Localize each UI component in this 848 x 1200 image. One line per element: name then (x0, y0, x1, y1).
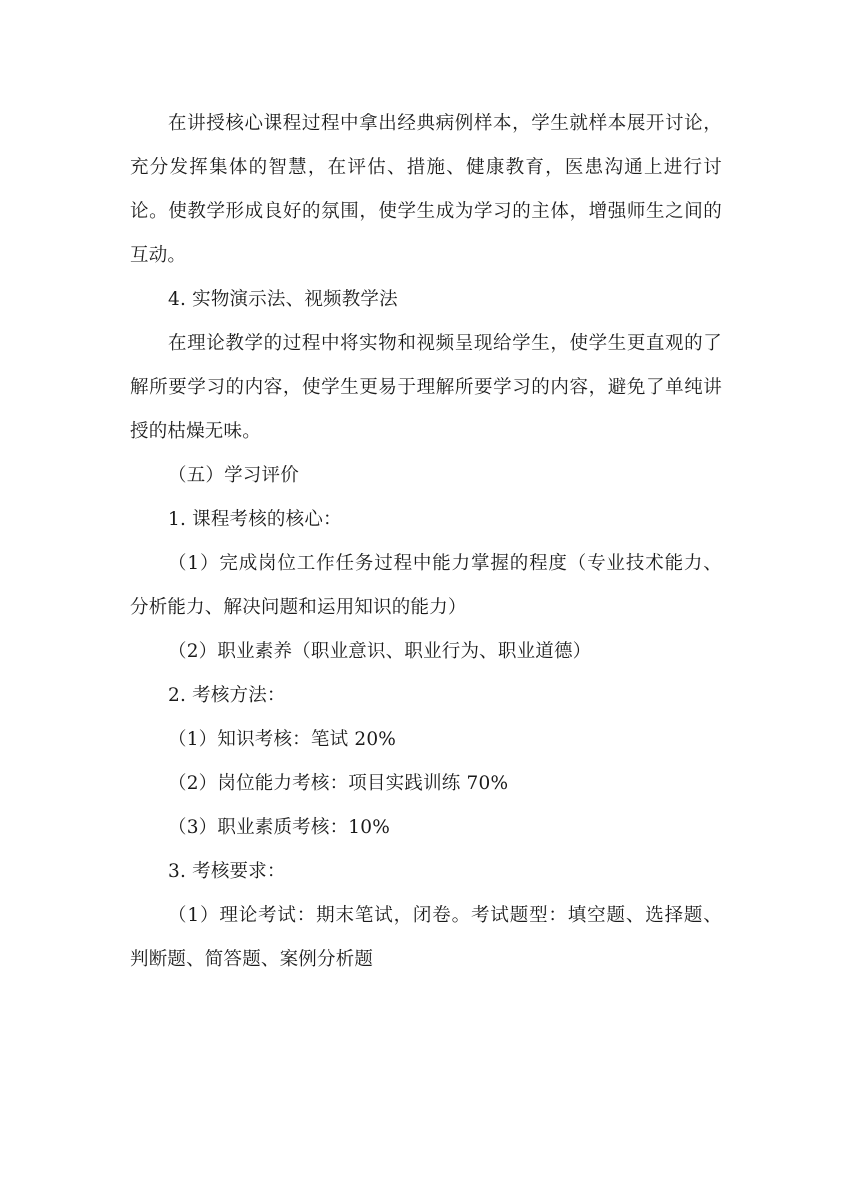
paragraph-case-study: 在讲授核心课程过程中拿出经典病例样本，学生就样本展开讨论，充分发挥集体的智慧，在评估、措施、健康教育，医患沟通上进行讨论。使教学形成良好的氛围，使学生成为学习的主体，增强师生之间的互动。 (130, 113, 722, 266)
item-core-2: （2）职业素养（职业意识、职业行为、职业道德） (168, 641, 592, 662)
item-method-1: （1）知识考核：笔试 20% (168, 729, 397, 750)
heading-demo-method: 4. 实物演示法、视频教学法 (168, 289, 398, 310)
heading-learning-evaluation: （五）学习评价 (168, 465, 299, 486)
item-core-title: 1. 课程考核的核心： (168, 509, 342, 530)
document-body (130, 102, 722, 982)
item-method-2: （2）岗位能力考核：项目实践训练 70% (168, 773, 509, 794)
paragraph-demo-method: 在理论教学的过程中将实物和视频呈现给学生，使学生更直观的了解所要学习的内容，使学生更易于理解所要学习的内容，避免了单纯讲授的枯燥无味。 (130, 333, 722, 442)
item-requirements-title: 3. 考核要求： (168, 861, 286, 882)
item-method-title: 2. 考核方法： (168, 685, 286, 706)
item-requirements-1: （1）理论考试：期末笔试，闭卷。考试题型：填空题、选择题、判断题、简答题、案例分析题 (130, 905, 722, 970)
item-core-1: （1）完成岗位工作任务过程中能力掌握的程度（专业技术能力、分析能力、解决问题和运用知识的能力） (130, 553, 722, 618)
item-method-3: （3）职业素质考核：10% (168, 817, 390, 838)
